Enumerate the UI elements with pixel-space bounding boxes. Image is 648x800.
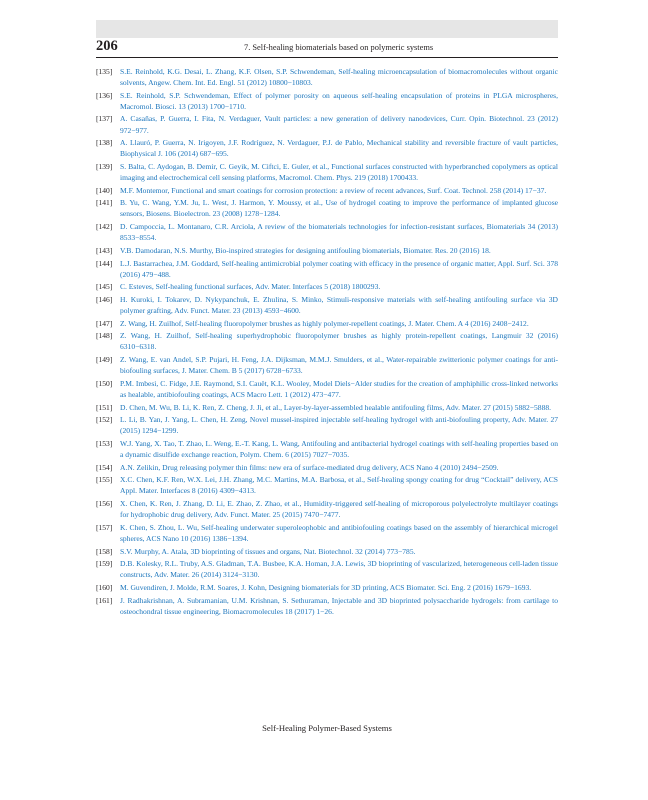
reference-link[interactable]: S.E. Reinhold, K.G. Desai, L. Zhang, K.F. Olsen, S.P. Schwendeman, Self-healing microencapsulation of biomacromolecules without organic solvents, Angew. Chem. Int. Ed. Engl. 51 (2012) 10800−10803.: [120, 67, 558, 88]
reference-number: [155]: [96, 475, 113, 485]
reference-number: [157]: [96, 522, 113, 532]
reference-item: [96, 354, 558, 376]
reference-link[interactable]: L.J. Bastarrachea, J.M. Goddard, Self-healing antimicrobial polymer coating with efficacy in the presence of organic matter, Appl. Surf. Sci. 378 (2016) 479−488.: [120, 258, 558, 279]
reference-item: [96, 462, 558, 473]
reference-item: [96, 113, 558, 135]
reference-link[interactable]: L. Li, B. Yan, J. Yang, L. Chen, H. Zeng, Novel mussel-inspired injectable self-healing hydrogel with anti-biofouling property, Adv. Mater. 27 (2015) 1294−1299.: [120, 415, 558, 436]
reference-link[interactable]: P.M. Imbesi, C. Fidge, J.E. Raymond, S.I. Cauët, K.L. Wooley, Model Diels−Alder studies for the creation of amphiphilic cross-linked networks as healable, antibiofouling coatings, ACS Macro Lett. 1 (2012) 473−477.: [120, 378, 558, 399]
reference-item: [96, 438, 558, 460]
reference-link[interactable]: Z. Wang, H. Zuilhof, Self-healing fluoropolymer brushes as highly polymer-repellent coatings, J. Mater. Chem. A 4 (2016) 2408−2412.: [120, 318, 529, 328]
running-header: [96, 37, 558, 58]
page-number: 206: [96, 38, 118, 54]
reference-number: [151]: [96, 402, 113, 412]
reference-number: [152]: [96, 415, 113, 425]
reference-item: [96, 294, 558, 316]
reference-link[interactable]: J. Radhakrishnan, A. Subramanian, U.M. Krishnan, S. Sethuraman, Injectable and 3D bioprinted polysaccharide hydrogels: from cartilage to osteochondral tissue engineering, Biomacromolecules 18 (2017) 1−26.: [120, 595, 558, 616]
reference-link[interactable]: D. Chen, M. Wu, B. Li, K. Ren, Z. Cheng, J. Ji, et al., Layer-by-layer-assembled healable antifouling films, Adv. Mater. 27 (2015) 5882−5888.: [120, 402, 552, 412]
reference-item: [96, 90, 558, 112]
reference-number: [148]: [96, 331, 113, 341]
reference-link[interactable]: H. Kuroki, I. Tokarev, D. Nykypanchuk, E. Zhulina, S. Minko, Stimuli-responsive materials with self-healing antifouling surface via 3D polymer grafting, Adv. Funct. Mater. 23 (2013) 4593−4600.: [120, 294, 558, 315]
reference-item: [96, 281, 558, 292]
reference-link[interactable]: S.E. Reinhold, S.P. Schwendeman, Effect of polymer porosity on aqueous self-healing encapsulation of proteins in PLGA microspheres, Macromol. Biosci. 13 (2013) 1700−1710.: [120, 90, 558, 111]
reference-number: [161]: [96, 595, 113, 605]
reference-number: [135]: [96, 67, 113, 76]
reference-item: [96, 595, 558, 617]
reference-item: [96, 137, 558, 159]
reference-number: [147]: [96, 318, 113, 328]
reference-link[interactable]: A.N. Zelikin, Drug releasing polymer thin films: new era of surface-mediated drug delivery, ACS Nano 4 (2010) 2494−2509.: [120, 462, 499, 472]
reference-number: [141]: [96, 198, 113, 208]
reference-item: [96, 474, 558, 496]
reference-item: [96, 546, 558, 557]
reference-item: [96, 498, 558, 520]
reference-number: [139]: [96, 161, 113, 171]
reference-number: [142]: [96, 222, 113, 232]
reference-number: [159]: [96, 559, 113, 569]
reference-link[interactable]: M.F. Montemor, Functional and smart coatings for corrosion protection: a review of recent advances, Surf. Coat. Technol. 258 (2014) 17−37.: [120, 185, 547, 195]
reference-link[interactable]: V.B. Damodaran, N.S. Murthy, Bio-inspired strategies for designing antifouling biomaterials, Biomater. Res. 20 (2016) 18.: [120, 245, 491, 255]
reference-item: [96, 185, 558, 196]
reference-link[interactable]: D. Campoccia, L. Montanaro, C.R. Arciola, A review of the biomaterials technologies for infection-resistant surfaces, Biomaterials 34 (2013) 8533−8554.: [120, 222, 558, 243]
reference-item: [96, 245, 558, 256]
reference-link[interactable]: Z. Wang, H. Zuilhof, Self-healing superhydrophobic fluoropolymer brushes as highly protein-repellent coatings, Langmuir 32 (2016) 6310−6318.: [120, 331, 558, 352]
reference-number: [145]: [96, 282, 113, 292]
reference-number: [160]: [96, 583, 113, 593]
reference-number: [137]: [96, 114, 113, 124]
reference-number: [146]: [96, 294, 113, 304]
reference-link[interactable]: M. Guvendiren, J. Molde, R.M. Soares, J. Kohn, Designing biomaterials for 3D printing, ACS Biomater. Sci. Eng. 2 (2016) 1679−1693.: [120, 583, 532, 593]
running-title: 7. Self-healing biomaterials based on polymeric systems: [244, 43, 434, 52]
reference-link[interactable]: D.B. Kolesky, R.L. Truby, A.S. Gladman, T.A. Busbee, K.A. Homan, J.A. Lewis, 3D bioprinting of vascularized, heterogeneous cell-laden tissue constructs, Adv. Mater. 26 (2014) 3124−3130.: [120, 559, 558, 580]
reference-number: [153]: [96, 438, 113, 448]
reference-number: [140]: [96, 185, 113, 195]
reference-link[interactable]: C. Esteves, Self-healing functional surfaces, Adv. Mater. Interfaces 5 (2018) 1800293.: [120, 282, 381, 292]
reference-link[interactable]: A. Llauró, P. Guerra, N. Irigoyen, J.F. Rodríguez, N. Verdaguer, P.J. de Pablo, Mechanical stability and reversible fracture of vault particles, Biophysical J. 106 (2014) 687−695.: [120, 138, 558, 159]
reference-link[interactable]: X.C. Chen, K.F. Ren, W.X. Lei, J.H. Zhang, M.C. Martins, M.A. Barbosa, et al., Self-healing spongy coating for drug “Cocktail” delivery, ACS Appl. Mater. Interfaces 8 (2016) 4309−4313.: [120, 475, 558, 496]
header-band: [96, 20, 558, 38]
reference-number: [156]: [96, 499, 113, 509]
reference-item: [96, 161, 558, 183]
reference-link[interactable]: X. Chen, K. Ren, J. Zhang, D. Li, E. Zhao, Z. Zhao, et al., Humidity-triggered self-healing of microporous polyelectrolyte multilayer coatings for hydrophobic drug delivery, Adv. Funct. Mater. 25 (2015) 7470−7477.: [120, 499, 558, 520]
reference-link[interactable]: Z. Wang, E. van Andel, S.P. Pujari, H. Feng, J.A. Dijksman, M.M.J. Smulders, et al., Water-repairable zwitterionic polymer coatings for anti-biofouling surfaces, J. Mater. Chem. B 5 (2017) 6728−6733.: [120, 355, 558, 376]
reference-item: [96, 318, 558, 329]
reference-number: [144]: [96, 258, 113, 268]
reference-item: [96, 330, 558, 352]
reference-number: [150]: [96, 378, 113, 388]
reference-link[interactable]: S. Balta, C. Aydogan, B. Demir, C. Geyik, M. Ciftci, E. Guler, et al., Functional surfaces constructed with hyperbranched copolymers as optical imaging and electrochemical cell sensing platforms, Macromol. Chem. Phys. 219 (2018) 1700433.: [120, 161, 558, 182]
reference-item: [96, 66, 558, 88]
reference-item: [96, 378, 558, 400]
reference-link[interactable]: S.V. Murphy, A. Atala, 3D bioprinting of tissues and organs, Nat. Biotechnol. 32 (2014) 773−785.: [120, 546, 416, 556]
reference-number: [154]: [96, 462, 113, 472]
reference-item: [96, 558, 558, 580]
reference-link[interactable]: W.J. Yang, X. Tao, T. Zhao, L. Weng, E.-T. Kang, L. Wang, Antifouling and antibacterial hydrogel coatings with self-healing properties based on a dynamic disulfide exchange reaction, Polym. Chem. 6 (2015) 7027−7035.: [120, 438, 558, 460]
reference-item: [96, 258, 558, 280]
reference-item: [96, 582, 558, 593]
reference-link[interactable]: K. Chen, S. Zhou, L. Wu, Self-healing underwater superoleophobic and antibiofouling coatings based on the assembly of hierarchical microgel spheres, ACS Nano 10 (2016) 1386−1394.: [120, 522, 558, 543]
reference-item: [96, 402, 558, 413]
reference-link[interactable]: A. Casañas, P. Guerra, I. Fita, N. Verdaguer, Vault particles: a new generation of delivery nanodevices, Curr. Opin. Biotechnol. 23 (2012) 972−977.: [120, 114, 558, 135]
reference-item: [96, 522, 558, 544]
reference-number: [136]: [96, 90, 113, 100]
reference-item: [96, 197, 558, 219]
reference-item: [96, 221, 558, 243]
reference-list: [96, 66, 558, 618]
footer-book-title: Self-Healing Polymer-Based Systems: [262, 723, 392, 733]
reference-number: [138]: [96, 138, 113, 148]
reference-number: [149]: [96, 355, 113, 365]
reference-link[interactable]: B. Yu, C. Wang, Y.M. Ju, L. West, J. Harmon, Y. Moussy, et al., Use of hydrogel coating to improve the performance of implanted glucose sensors, Biosens. Bioelectron. 23 (2008) 1278−1284.: [120, 198, 558, 219]
reference-number: [143]: [96, 245, 113, 255]
reference-item: [96, 414, 558, 436]
reference-number: [158]: [96, 546, 113, 556]
